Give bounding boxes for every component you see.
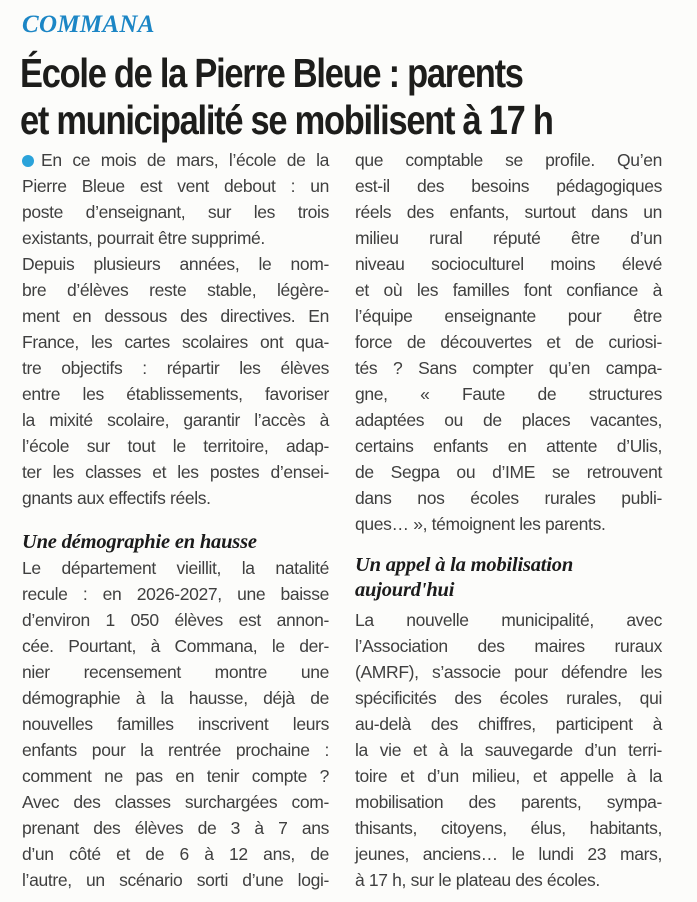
body-line: spécificités des écoles rurales, qui (355, 688, 662, 708)
body-line: adaptées ou de places vacantes, (355, 410, 662, 430)
body-line: de Segpa ou d’IME se retrouvent (355, 462, 662, 482)
body-line: réels des enfants, surtout dans un (355, 202, 662, 222)
body-line: prenant des élèves de 3 à 7 ans (22, 818, 329, 838)
body-line: cée. Pourtant, à Commana, le der- (22, 636, 329, 656)
body-line: force de découvertes et de curiosi- (355, 332, 662, 352)
body-line: recule : en 2026-2027, une baisse (22, 584, 329, 604)
body-line: En ce mois de mars, l’école de la (22, 147, 329, 173)
body-line: l’Association des maires ruraux (355, 636, 662, 656)
body-line: existants, pourrait être supprimé. (22, 228, 265, 248)
body-line: la mixité scolaire, garantir l’accès à (22, 410, 329, 430)
body-line: enfants pour la rentrée prochaine : (22, 740, 329, 760)
body-line: à 17 h, sur le plateau des écoles. (355, 870, 600, 890)
subheading-appel (355, 553, 662, 603)
body-line: nouvelles familles inscrivent leurs (22, 714, 329, 734)
body-line: bre d’élèves reste stable, légère- (22, 280, 329, 300)
subheading-demographie: Une démographie en hausse (22, 531, 257, 553)
body-line: entre les établissements, favoriser (22, 384, 329, 404)
body-line: comment ne pas en tenir compte ? (22, 766, 329, 786)
body-line: Avec des classes surchargées com- (22, 792, 329, 812)
body-line: tre objectifs : répartir les élèves (22, 358, 329, 378)
body-line: au-delà des chiffres, participent à (355, 714, 662, 734)
body-line: thisants, citoyens, élus, habitants, (355, 818, 662, 838)
paragraph-block (355, 607, 662, 893)
paragraph-block (22, 555, 329, 893)
body-line: dans nos écoles rurales publi- (355, 488, 662, 508)
body-line: poste d’enseignant, sur les trois (22, 202, 329, 222)
article-body (22, 147, 662, 893)
body-line: ter les classes et les postes d’ensei- (22, 462, 329, 482)
body-line: (AMRF), s’associe pour défendre les (355, 662, 662, 682)
blue-dot-icon (22, 155, 34, 167)
headline-line-2: et municipalité se mobilisent à 17 h (20, 97, 553, 143)
body-line: l’équipe enseignante pour être (355, 306, 662, 326)
body-line: milieu rural réputé être d’un (355, 228, 662, 248)
paragraph-block (22, 147, 329, 511)
body-line: et où les familles font confiance à (355, 280, 662, 300)
body-line: que comptable se profile. Qu’en (355, 150, 662, 170)
body-line: La nouvelle municipalité, avec (355, 610, 662, 630)
body-line: Pierre Bleue est vent debout : un (22, 176, 329, 196)
subheading-line-2: aujourd'hui (355, 579, 455, 601)
body-line: l’école sur tout le territoire, adap- (22, 436, 329, 456)
body-line: d’un côté et de 6 à 12 ans, de (22, 844, 329, 864)
body-line: certains enfants en attente d’Ulis, (355, 436, 662, 456)
body-line: ment en dessous des directives. En (22, 306, 329, 326)
right-column (355, 147, 662, 893)
body-line: jeunes, anciens… le lundi 23 mars, (355, 844, 662, 864)
paragraph-block (355, 147, 662, 537)
article-headline (20, 50, 654, 144)
body-line: est-il des besoins pédagogiques (355, 176, 662, 196)
body-line: l’autre, un scénario sorti d’une logi- (22, 870, 329, 890)
body-line: démographie à la hausse, déjà de (22, 688, 329, 708)
body-line: gne, « Faute de structures (355, 384, 662, 404)
body-line: mobilisation des parents, sympa- (355, 792, 662, 812)
body-line: Le département vieillit, la natalité (22, 558, 329, 578)
body-line: France, les cartes scolaires ont qua- (22, 332, 329, 352)
body-line: ques… », témoignent les parents. (355, 514, 606, 534)
body-line: nier recensement montre une (22, 662, 329, 682)
subheading-line-1: Un appel à la mobilisation (355, 554, 574, 576)
body-line: tés ? Sans compter qu’en campa- (355, 358, 662, 378)
body-line: la vie et à la sauvegarde d’un terri- (355, 740, 662, 760)
body-line: d’environ 1 050 élèves est annon- (22, 610, 329, 630)
headline-line-1: École de la Pierre Bleue : parents (20, 50, 523, 96)
body-line: toire et d’un milieu, et appelle à la (355, 766, 662, 786)
left-column (22, 147, 329, 893)
kicker-location-label: COMMANA (22, 11, 155, 38)
body-line: Depuis plusieurs années, le nom- (22, 254, 329, 274)
body-line: gnants aux effectifs réels. (22, 488, 211, 508)
body-line: niveau socioculturel moins élevé (355, 254, 662, 274)
